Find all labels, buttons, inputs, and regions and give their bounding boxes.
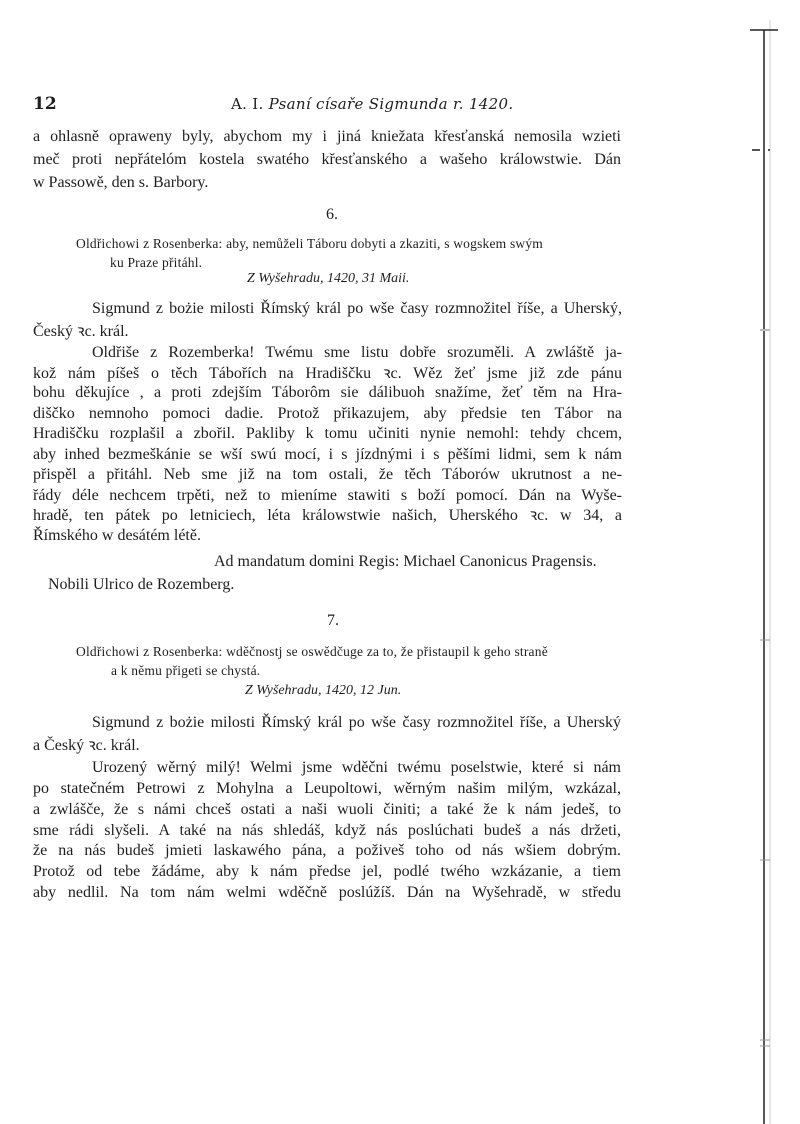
binding-edge (730, 0, 800, 1124)
text-line: po statečném Petrowi z Mohylna a Leupoltowi, wěrným našim milým, wzkázal, (33, 780, 621, 797)
text-line: aby nedlil. Na tom nám welmi wděčně poslúžíš. Dán na Wyšehradě, w středu (33, 884, 621, 901)
text-line: Římského w desátém létě. (33, 527, 201, 544)
text-line: přispěl a přitáhl. Neb sme již na tom ostali, že těch Táborów ukrutnost a ne- (33, 466, 622, 483)
text-line: a zwlášče, že s námi chceš ostati a naši wuoli činiti; a také že k nám jedeš, to (33, 801, 621, 818)
text-line: že na nás budeš jmieti laskawého pána, a poživeš toho od nás wšiem dobrým. (33, 842, 621, 859)
text-line: aby inhed bezmeškánie se wší swú mocí, i s jízdnými i s pěšími lidmi, sem k nám (33, 446, 622, 463)
text-line: Urozený wěrný milý! Welmi jsme wděčni twému poselstwie, které si nám (92, 759, 621, 776)
letter-summary-cont: a k němu přigeti se chystá. (111, 663, 261, 678)
address-line: Nobili Ulrico de Rozemberg. (48, 576, 235, 593)
letter-summary: Oldřichowi z Rosenberka: aby, nemůželi Táboru dobyti a zkaziti, s wogskem swým (76, 236, 543, 251)
dateline: Z Wyšehradu, 1420, 31 Maii. (247, 271, 410, 286)
letter-summary: Oldřichowi z Rosenberka: wděčnostj se oswědčuge za to, že přistaupil k geho straně (76, 644, 548, 659)
text-line: a Český ꝛc. král. (33, 737, 140, 754)
text-line: Český ꝛc. král. (33, 323, 129, 340)
running-head-title: Psaní císaře Sigmunda r. 1420. (268, 95, 514, 113)
text-line: Hradiščku rozplašil a zbořil. Pakliby k tomu učiniti nynie nemohl: tehdy chcem, (33, 425, 622, 442)
text-line: Sigmund z bożie milosti Římský král po wše časy rozmnožitel říše, a Uherský (92, 714, 621, 731)
text-line: řády déle nechcem trpěti, než to mieníme stawiti s boží pomocí. Dán na Wyše- (33, 487, 622, 504)
letter-number: 6. (326, 206, 338, 223)
running-head-prefix: A. I. (231, 95, 264, 113)
text-line: sme rádi slyšeli. A také na nás shledáš, když nás poslúchati budeš a nás držeti, (33, 822, 621, 839)
text-line: Sigmund z bożie milosti Římský král po wše časy rozmnožitel říše, a Uherský, (92, 300, 622, 317)
page-header (33, 94, 633, 118)
letter-summary-cont: ku Praze přitáhl. (110, 255, 203, 270)
text-line: a ohlasně opraweny byly, abychom my i jiná kniežata křesťanská nemosila wzieti (33, 128, 621, 145)
text-line: diščko nemnoho pomoci dadie. Protož přikazujem, aby předsie ten Tábor na (33, 405, 622, 422)
mandate-line: Ad mandatum domini Regis: Michael Canonicus Pragensis. (214, 553, 597, 570)
text-line: bohu děkujíce , a proti zdejším Táborôm sie dálibuoh snažíme, žeť těm na Hra- (33, 384, 622, 401)
text-line: w Passowě, den s. Barbory. (33, 174, 209, 191)
text-line: hradě, ten pátek po letniciech, léta králowstwie našich, Uherského ꝛc. w 34, a (33, 507, 622, 524)
text-line: kož nám píšeš o těch Tábořích na Hradiščku ꝛc. Wěz žeť jsme již zde pánu (33, 365, 622, 382)
dateline: Z Wyšehradu, 1420, 12 Jun. (245, 683, 402, 698)
text-line: Oldřiše z Rozemberka! Twému sme listu dobře srozuměli. A zwláště ja- (92, 344, 622, 361)
text-line: Protož od tebe žádáme, aby k nám předse jel, podlé twého wzkázanie, a tiem (33, 863, 621, 880)
running-head (231, 95, 513, 113)
letter-number: 7. (327, 612, 339, 629)
page-number: 12 (33, 94, 57, 114)
text-line: meč proti nepřátelóm kostela swatého křesťanského a wašeho králowstwie. Dán (33, 151, 621, 168)
